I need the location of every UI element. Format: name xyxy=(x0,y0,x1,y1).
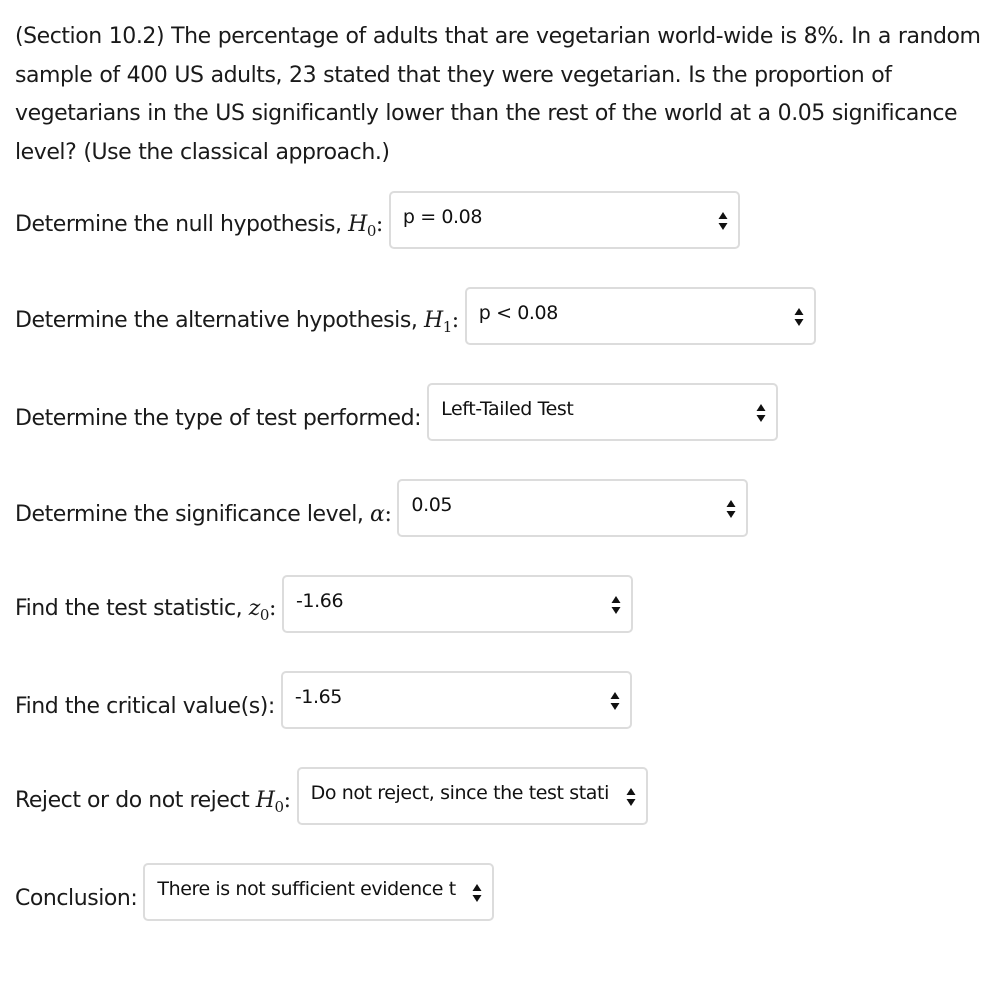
test-type-row xyxy=(15,382,778,442)
select-arrows-icon xyxy=(611,595,621,615)
reject-value: Do not reject, since the test stati xyxy=(310,782,609,804)
select-arrows-icon xyxy=(610,691,620,711)
select-arrows-icon xyxy=(718,211,728,231)
select-arrows-icon xyxy=(756,403,766,423)
critical-value-label: Find the critical value(s): xyxy=(15,693,275,719)
conclusion-select[interactable] xyxy=(143,863,494,921)
reject-select[interactable] xyxy=(297,767,648,825)
select-arrows-icon xyxy=(726,499,736,519)
conclusion-label: Conclusion: xyxy=(15,885,138,911)
null-hypothesis-select[interactable] xyxy=(389,191,740,249)
null-hypothesis-label: Determine the null hypothesis, $H_0$: xyxy=(15,212,383,240)
select-arrows-icon xyxy=(794,307,804,327)
test-type-label: Determine the type of test performed: xyxy=(15,405,422,431)
select-arrows-icon xyxy=(472,883,482,903)
critical-value-value: -1.65 xyxy=(294,686,342,708)
alt-hypothesis-value: p < 0.08 xyxy=(478,302,558,324)
reject-label: Reject or do not reject $H_0$: xyxy=(15,788,291,816)
test-type-select[interactable] xyxy=(427,383,778,441)
test-statistic-label: Find the test statistic, $z_0$: xyxy=(15,596,276,624)
null-hypothesis-row xyxy=(15,190,740,250)
alt-hypothesis-row xyxy=(15,286,816,346)
test-statistic-select[interactable] xyxy=(282,575,633,633)
test-statistic-value: -1.66 xyxy=(295,590,344,612)
alt-hypothesis-label: Determine the alternative hypothesis, $H_1$: xyxy=(15,308,459,336)
conclusion-row xyxy=(15,862,494,922)
test-statistic-row xyxy=(15,574,633,634)
critical-value-row xyxy=(15,670,632,730)
select-arrows-icon xyxy=(626,787,636,807)
significance-value: 0.05 xyxy=(411,494,453,516)
critical-value-select[interactable] xyxy=(281,671,632,729)
test-type-value: Left-Tailed Test xyxy=(441,398,574,420)
reject-row xyxy=(15,766,648,826)
significance-label: Determine the significance level, α: xyxy=(15,501,392,527)
alt-hypothesis-select[interactable] xyxy=(465,287,816,345)
question-text: (Section 10.2) The percentage of adults that are vegetarian world-wide is 8%. In a random sample of 400 US adults, 23 stated that they were vegetarian. Is the proportion of vegetarians in the US significantly lower than the rest of the world at a 0.05 significance level? (Use the classical approach.) xyxy=(15,24,981,165)
significance-select[interactable] xyxy=(397,479,748,537)
conclusion-value: There is not sufficient evidence t xyxy=(157,878,456,900)
null-hypothesis-value: p = 0.08 xyxy=(402,206,483,228)
significance-row xyxy=(15,478,748,538)
